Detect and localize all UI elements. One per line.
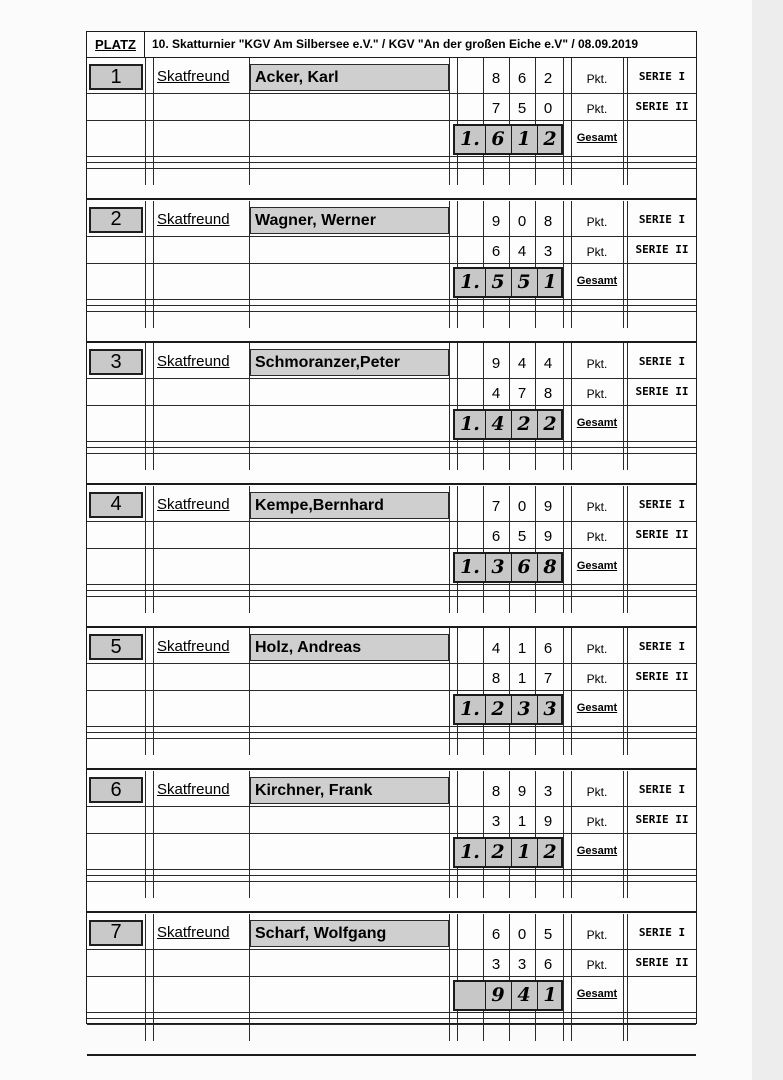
grid-line: [87, 663, 696, 664]
serie1-digit: 5: [543, 925, 553, 943]
grid-line: [449, 201, 450, 328]
total-digit: 1: [517, 128, 531, 150]
grid-line: [87, 590, 696, 591]
total-digit: 8: [543, 555, 557, 578]
pkt-label: Pkt.: [586, 499, 608, 514]
total-digit: 2: [543, 413, 557, 436]
serie2-digit: 3: [491, 813, 501, 830]
pkt-label: Pkt.: [586, 785, 608, 799]
serie2-digit: 5: [517, 527, 527, 545]
gesamt-label: Gesamt: [576, 132, 618, 144]
skatfreund-label: Skatfreund: [157, 68, 230, 85]
grid-line: [563, 628, 564, 755]
serie2-digit: 7: [491, 100, 501, 117]
serie1-digit: 9: [491, 355, 501, 373]
result-entry: [87, 914, 696, 1041]
pkt-label: Pkt.: [586, 529, 608, 544]
grid-line: [87, 976, 696, 977]
grid-line: [153, 628, 154, 755]
grid-line: [449, 486, 450, 613]
serie1-digit: 2: [543, 70, 553, 87]
grid-line: [563, 343, 564, 470]
grid-line: [87, 405, 696, 406]
grid-line: [87, 521, 696, 522]
total-digit: 3: [517, 698, 531, 721]
total-digit: 1.: [460, 270, 480, 293]
grid-line: [153, 343, 154, 470]
result-entry: [87, 486, 696, 613]
serie1-digit: 6: [517, 70, 527, 87]
pkt-label: Pkt.: [586, 672, 608, 687]
total-digit: 2: [491, 841, 505, 863]
grid-line: [87, 447, 696, 448]
grid-line: [87, 120, 696, 121]
grid-line: [87, 726, 696, 727]
grid-line: [87, 738, 696, 739]
serie-2-label: SERIE II: [635, 670, 689, 684]
serie2-digit: 5: [517, 100, 527, 117]
grid-line: [449, 628, 450, 755]
serie2-digit: 4: [517, 242, 527, 260]
rank-box: 4: [89, 492, 143, 518]
grid-line: [87, 305, 696, 306]
gesamt-label: Gesamt: [576, 274, 618, 287]
grid-line: [87, 1024, 696, 1025]
serie2-digit: 6: [491, 527, 501, 545]
grid-line: [153, 201, 154, 328]
player-name: Kempe,Bernhard: [250, 492, 449, 519]
grid-line: [457, 201, 458, 328]
grid-line: [87, 1018, 696, 1019]
grid-line: [145, 486, 146, 613]
rank-box: 5: [89, 634, 143, 660]
grid-line: [563, 58, 564, 185]
serie1-digit: 8: [543, 212, 553, 230]
total-digit: 4: [491, 413, 505, 436]
results-sheet: [86, 31, 697, 1024]
serie-2-label: SERIE II: [635, 242, 689, 256]
grid-line: [87, 378, 696, 379]
grid-line: [87, 833, 696, 834]
pkt-label: Pkt.: [586, 387, 608, 402]
serie1-digit: 8: [491, 783, 501, 800]
sheet-header: [87, 32, 696, 58]
total-digit: 5: [491, 270, 505, 293]
total-digit: 1: [543, 983, 557, 1006]
serie1-digit: 4: [491, 640, 501, 658]
gesamt-label: Gesamt: [576, 702, 618, 715]
grid-line: [87, 162, 696, 163]
grid-line: [87, 881, 696, 882]
grid-line: [153, 771, 154, 898]
grid-line: [457, 58, 458, 185]
rank-box: 2: [89, 207, 143, 233]
total-digit: 6: [517, 555, 531, 578]
rank-box: 3: [89, 349, 143, 375]
pkt-label: Pkt.: [586, 72, 608, 86]
serie-2-label: SERIE II: [635, 100, 689, 113]
serie2-digit: 6: [543, 955, 553, 973]
total-digit: 1.: [460, 555, 480, 578]
skatfreund-label: Skatfreund: [157, 353, 230, 371]
total-digit: 2: [543, 128, 557, 150]
grid-line: [87, 806, 696, 807]
gesamt-label: Gesamt: [576, 559, 618, 572]
player-name: Kirchner, Frank: [250, 777, 449, 804]
grid-line: [87, 311, 696, 312]
grid-line: [449, 771, 450, 898]
total-digit: 9: [491, 983, 505, 1006]
total-box: [453, 980, 563, 1011]
skatfreund-label: Skatfreund: [157, 495, 230, 513]
pkt-label: Pkt.: [586, 357, 608, 372]
total-box: [453, 837, 563, 868]
grid-line: [153, 486, 154, 613]
grid-line: [87, 584, 696, 585]
grid-line: [87, 168, 696, 169]
player-name: Holz, Andreas: [250, 634, 449, 661]
pkt-label: Pkt.: [586, 927, 608, 942]
grid-line: [87, 299, 696, 300]
result-entry: [87, 628, 696, 755]
grid-line: [153, 58, 154, 185]
total-box: [453, 552, 563, 583]
serie-1-label: SERIE I: [638, 70, 686, 83]
grid-line: [623, 201, 624, 328]
grid-line: [145, 343, 146, 470]
grid-line: [449, 914, 450, 1041]
grid-line: [87, 875, 696, 876]
gesamt-label: Gesamt: [576, 845, 618, 857]
grid-line: [145, 771, 146, 898]
serie2-digit: 8: [543, 385, 553, 403]
grid-line: [145, 201, 146, 328]
grid-line: [623, 628, 624, 755]
serie1-digit: 1: [517, 640, 527, 658]
total-digit: 5: [517, 270, 531, 293]
total-digit: 2: [543, 841, 557, 863]
serie1-digit: 9: [491, 212, 501, 230]
grid-line: [563, 771, 564, 898]
serie2-digit: 1: [517, 670, 527, 688]
platz-header: PLATZ: [87, 32, 145, 57]
gesamt-label: Gesamt: [576, 417, 618, 430]
total-digit: 2: [491, 698, 505, 721]
serie1-digit: 9: [543, 497, 553, 515]
serie-1-label: SERIE I: [638, 212, 686, 226]
serie1-digit: 4: [517, 355, 527, 373]
serie-2-label: SERIE II: [635, 813, 689, 826]
grid-line: [623, 343, 624, 470]
total-digit: 1.: [460, 128, 480, 150]
grid-line: [87, 1012, 696, 1013]
total-digit: 3: [491, 555, 505, 578]
grid-line: [145, 58, 146, 185]
grid-line: [457, 914, 458, 1041]
grid-line: [457, 486, 458, 613]
grid-line: [563, 486, 564, 613]
serie2-digit: 3: [491, 955, 501, 973]
grid-line: [87, 596, 696, 597]
serie1-digit: 8: [491, 70, 501, 87]
grid-line: [145, 628, 146, 755]
serie-2-label: SERIE II: [635, 385, 689, 399]
total-digit: 1.: [460, 413, 480, 436]
pkt-label: Pkt.: [586, 815, 608, 829]
serie2-digit: 8: [491, 670, 501, 688]
total-digit: 1.: [460, 841, 480, 863]
pkt-label: Pkt.: [586, 244, 608, 259]
serie2-digit: 7: [517, 385, 527, 403]
serie1-digit: 6: [491, 925, 501, 943]
total-box: [453, 694, 563, 725]
grid-line: [87, 156, 696, 157]
serie2-digit: 3: [543, 242, 553, 260]
grid-line: [449, 343, 450, 470]
total-digit: 4: [517, 983, 531, 1006]
result-entry: [87, 343, 696, 470]
grid-line: [563, 914, 564, 1041]
grid-line: [87, 93, 696, 94]
total-digit: 2: [517, 413, 531, 436]
result-entry: [87, 58, 696, 185]
serie2-digit: 9: [543, 527, 553, 545]
serie-1-label: SERIE I: [638, 783, 686, 796]
serie1-digit: 9: [517, 783, 527, 800]
serie1-digit: 0: [517, 212, 527, 230]
pkt-label: Pkt.: [586, 642, 608, 657]
serie-1-label: SERIE I: [638, 925, 686, 939]
grid-line: [87, 690, 696, 691]
grid-line: [449, 58, 450, 185]
total-digit: 3: [543, 698, 557, 721]
player-name: Schmoranzer,Peter: [250, 349, 449, 376]
serie-1-label: SERIE I: [638, 640, 686, 654]
serie1-digit: 7: [491, 497, 501, 515]
grid-line: [87, 236, 696, 237]
total-box: [453, 409, 563, 440]
grid-line: [623, 914, 624, 1041]
grid-line: [623, 58, 624, 185]
serie2-digit: 7: [543, 670, 553, 688]
rank-box: 6: [89, 777, 143, 803]
grid-line: [457, 628, 458, 755]
grid-line: [87, 548, 696, 549]
grid-line: [87, 263, 696, 264]
grid-line: [563, 201, 564, 328]
total-box: [453, 267, 563, 298]
total-box: [453, 124, 563, 155]
serie-2-label: SERIE II: [635, 955, 689, 969]
pkt-label: Pkt.: [586, 102, 608, 116]
tournament-title: 10. Skatturnier "KGV Am Silbersee e.V." / KGV "An der großen Eiche e.V" / 08.09.2019: [152, 37, 639, 51]
grid-line: [457, 343, 458, 470]
skatfreund-label: Skatfreund: [157, 210, 230, 228]
serie1-digit: 3: [543, 783, 553, 800]
grid-line: [87, 732, 696, 733]
grid-line: [145, 914, 146, 1041]
skatfreund-label: Skatfreund: [157, 923, 230, 941]
serie2-digit: 6: [491, 242, 501, 260]
pkt-label: Pkt.: [586, 214, 608, 229]
player-name: Acker, Karl: [250, 64, 449, 91]
total-digit: 1: [517, 841, 531, 863]
grid-line: [87, 869, 696, 870]
total-digit: 6: [491, 128, 505, 150]
grid-line: [623, 771, 624, 898]
serie1-digit: 4: [543, 355, 553, 373]
grid-line: [153, 914, 154, 1041]
grid-line: [623, 486, 624, 613]
serie2-digit: 9: [543, 813, 553, 830]
grid-line: [457, 771, 458, 898]
serie-1-label: SERIE I: [638, 355, 686, 369]
entry-divider: [87, 1054, 696, 1056]
pkt-label: Pkt.: [586, 957, 608, 972]
serie2-digit: 0: [543, 100, 553, 117]
grid-line: [87, 453, 696, 454]
serie-1-label: SERIE I: [638, 497, 686, 511]
rank-box: 1: [89, 64, 143, 90]
total-digit: [457, 982, 483, 1009]
serie-2-label: SERIE II: [635, 527, 689, 541]
total-digit: 1: [543, 270, 557, 293]
skatfreund-label: Skatfreund: [157, 638, 230, 656]
serie2-digit: 4: [491, 385, 501, 403]
serie2-digit: 3: [517, 955, 527, 973]
serie1-digit: 0: [517, 925, 527, 943]
player-name: Scharf, Wolfgang: [250, 920, 449, 947]
total-digit: 1.: [460, 698, 480, 721]
serie2-digit: 1: [517, 813, 527, 830]
serie1-digit: 0: [517, 497, 527, 515]
gesamt-label: Gesamt: [576, 987, 618, 1000]
grid-line: [87, 441, 696, 442]
result-entry: [87, 771, 696, 898]
serie1-digit: 6: [543, 640, 553, 658]
result-entry: [87, 201, 696, 328]
grid-line: [87, 949, 696, 950]
rank-box: 7: [89, 920, 143, 946]
skatfreund-label: Skatfreund: [157, 781, 230, 798]
player-name: Wagner, Werner: [250, 207, 449, 234]
